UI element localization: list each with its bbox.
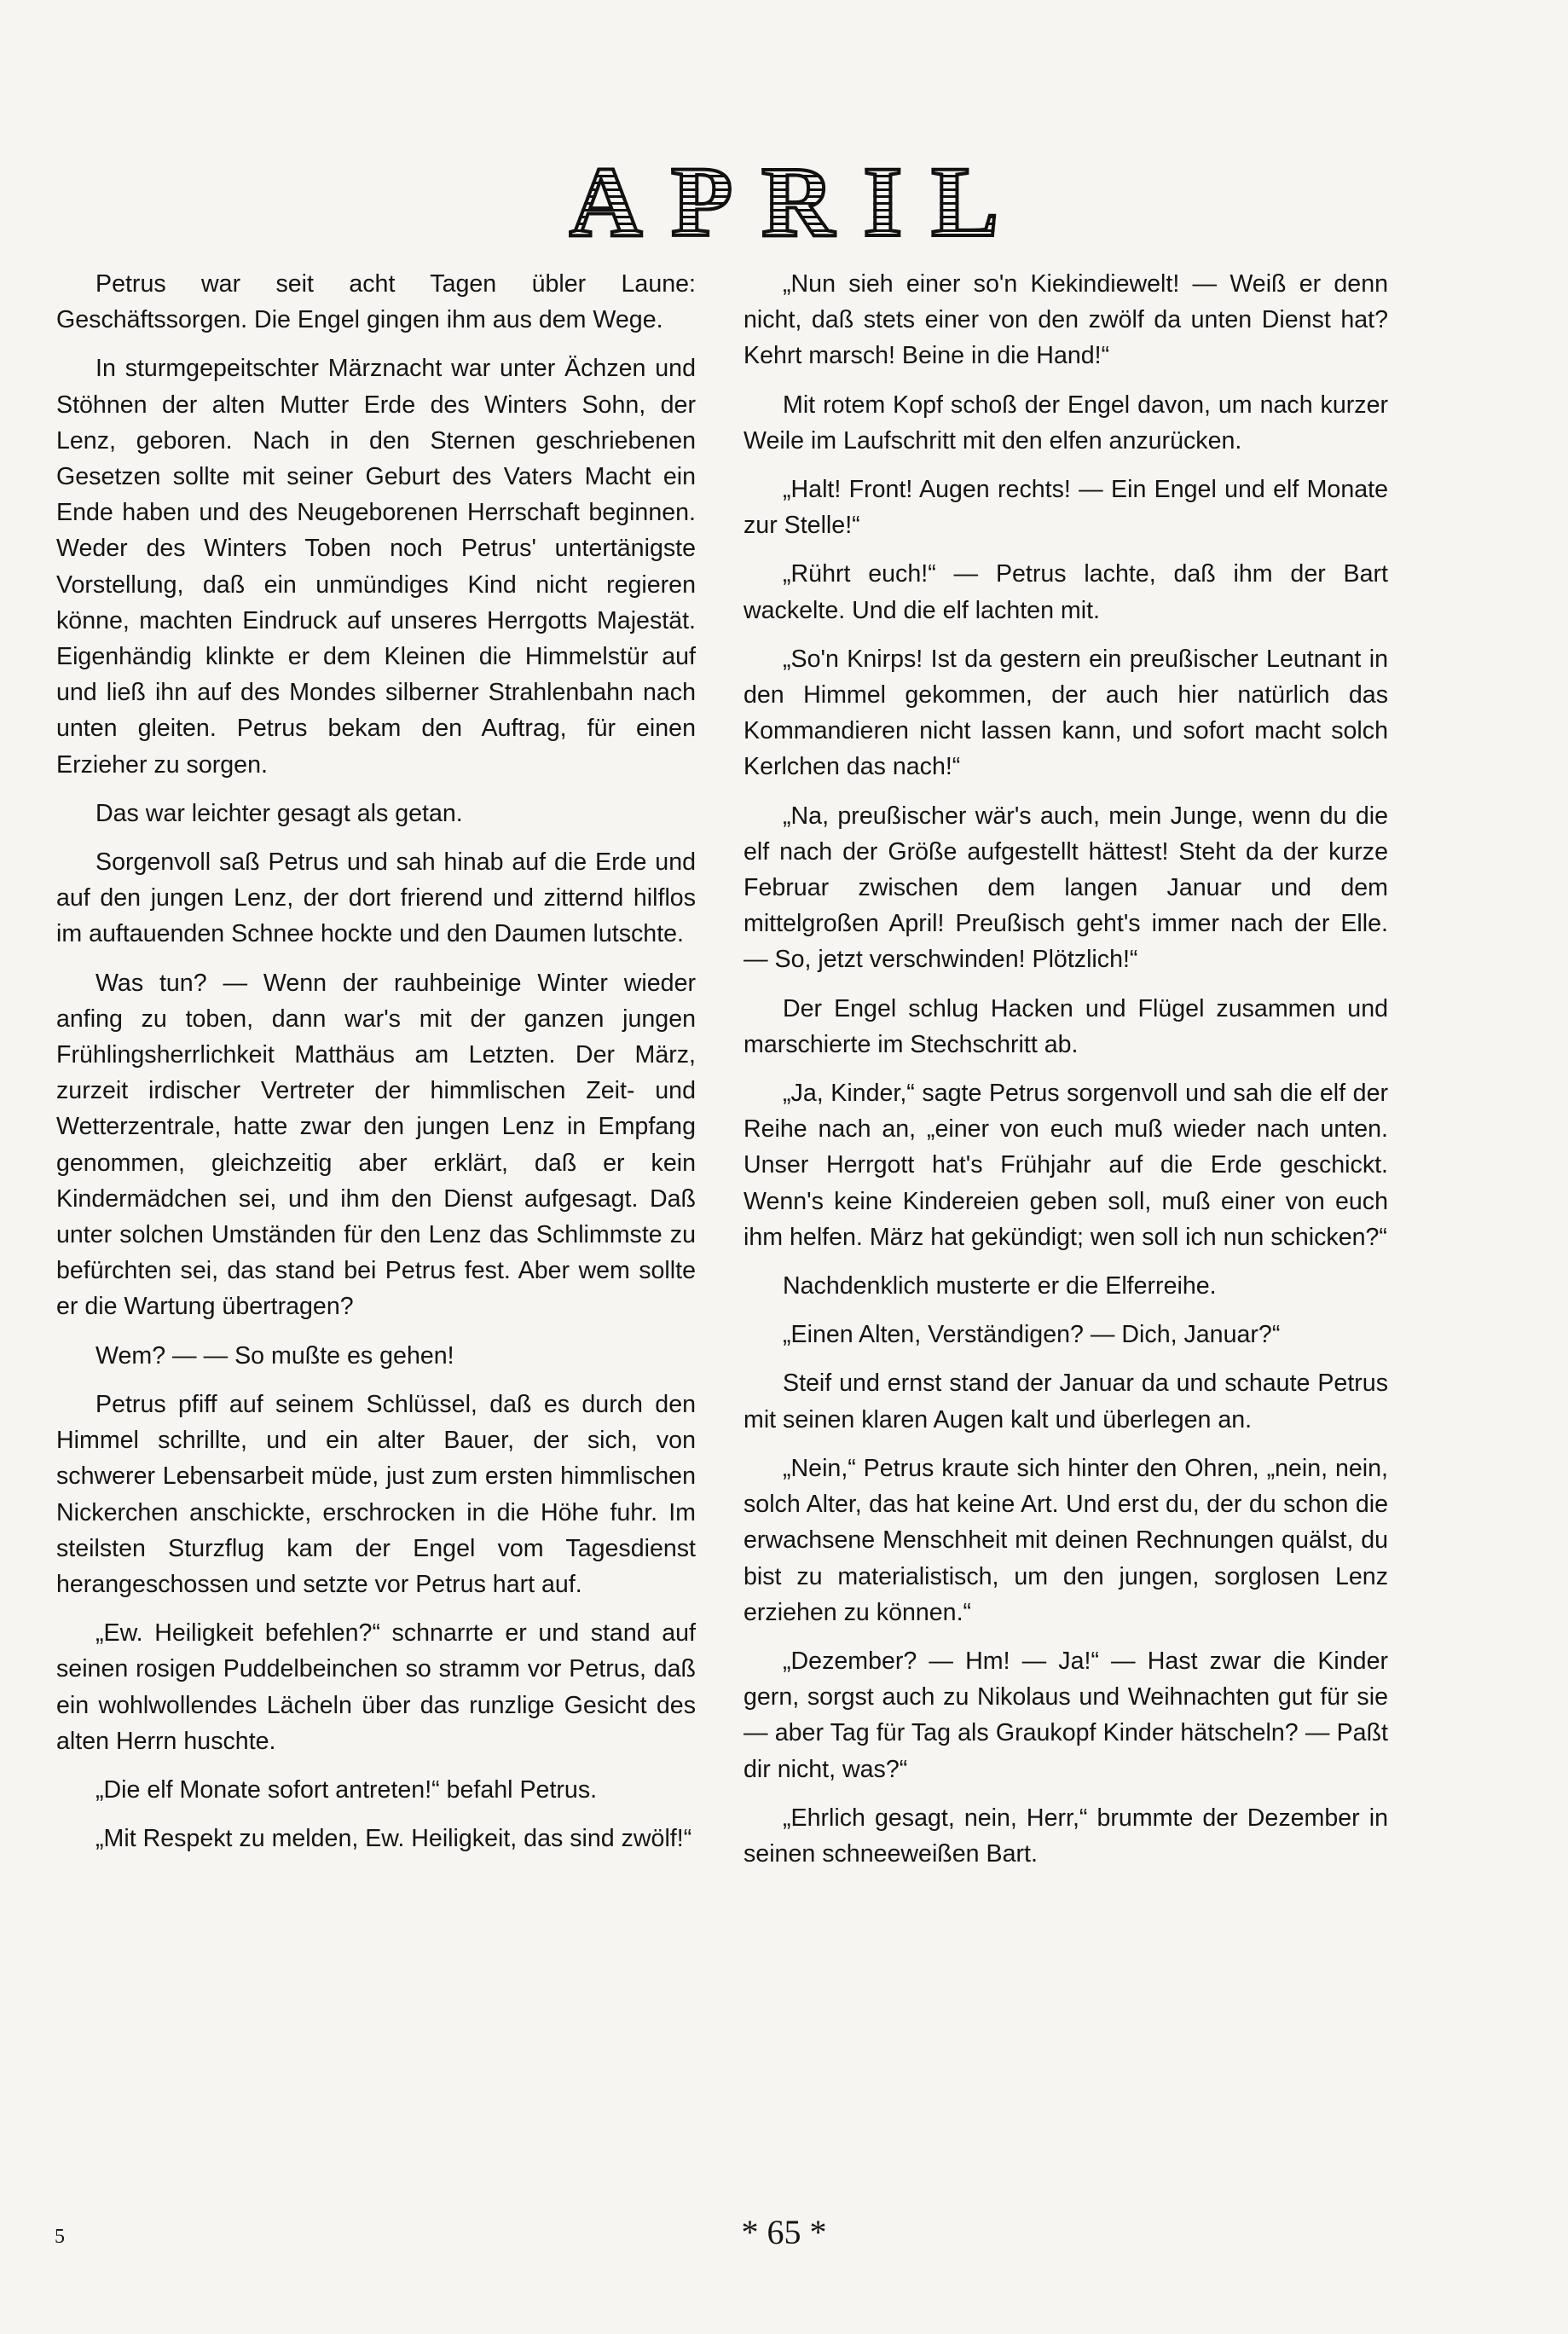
paragraph: Der Engel schlug Hacken und Flügel zusammen und marschierte im Stechschritt ab. <box>743 994 1388 1058</box>
paragraph: Wem? — — So mußte es gehen! <box>95 1341 454 1370</box>
paragraph: Das war leichter gesagt als getan. <box>95 799 463 827</box>
paragraph: Sorgenvoll saß Petrus und sah hinab auf die Erde und auf den jungen Lenz, der dort frierend und zitternd hilflos im auftauenden Schnee hockte und den Daumen lutschte. <box>56 848 696 948</box>
paragraph: Mit rotem Kopf schoß der Engel davon, um nach kurzer Weile im Laufschritt mit den elfen anzurücken. <box>743 391 1388 455</box>
paragraph: Steif und ernst stand der Januar da und schaute Petrus mit seinen klaren Augen kalt und überlegen an. <box>743 1370 1388 1433</box>
paragraph: „Die elf Monate sofort antreten!“ befahl Petrus. <box>95 1775 598 1804</box>
paragraph: „Nein,“ Petrus kraute sich hinter den Ohren, „nein, nein, solch Alter, das hat keine Art. Und erst du, der du schon die erwachsene Menschheit mit deinen Rechnungen quälst, du bist zu materialistisch, um den jungen, sorglosen Lenz erziehen zu können.“ <box>743 1454 1388 1626</box>
paragraph: „Halt! Front! Augen rechts! — Ein Engel und elf Monate zur Stelle!“ <box>743 476 1388 540</box>
left-column <box>56 266 696 1869</box>
paragraph: „Ew. Heiligkeit befehlen?“ schnarrte er und stand auf seinen rosigen Puddelbeinchen so stramm vor Petrus, daß ein wohlwollendes Lächeln über das runzlige Gesicht des alten Herrn huschte. <box>56 1619 696 1755</box>
right-column <box>743 266 1388 1885</box>
paragraph: „Nun sieh einer so'n Kiekindiewelt! — Weiß er denn nicht, daß stets einer von den zwölf da unten Dienst hat? Kehrt marsch! Beine in die Hand!“ <box>743 270 1388 370</box>
paragraph: „Rührt euch!“ — Petrus lachte, daß ihm der Bart wackelte. Und die elf lachten mit. <box>743 560 1388 624</box>
paragraph: Nachdenklich musterte er die Elferreihe. <box>783 1272 1217 1300</box>
paragraph: „Einen Alten, Verständigen? — Dich, Januar?“ <box>783 1321 1281 1349</box>
page-title: APRIL <box>0 152 1568 252</box>
paragraph: „So'n Knirps! Ist da gestern ein preußischer Leutnant in den Himmel gekommen, der auch hier natürlich das Kommandieren nicht lassen kann, und sofort macht solch Kerlchen das nach!“ <box>743 645 1388 781</box>
paragraph: „Dezember? — Hm! — Ja!“ — Hast zwar die Kinder gern, sorgst auch zu Nikolaus und Weihnachten gut für sie — aber Tag für Tag als Graukopf Kinder hätscheln? — Paßt dir nicht, was?“ <box>743 1647 1388 1783</box>
page-number: * 65 * <box>741 2213 827 2251</box>
paragraph: Petrus pfiff auf seinem Schlüssel, daß es durch den Himmel schrillte, und ein alter Bauer, der sich, von schwerer Lebensarbeit müde, just zum ersten himmlischen Nickerchen anschickte, erschrocken in die Höhe fuhr. Im steilsten Sturzflug kam der Engel vom Tagesdienst herangeschossen und setzte vor Petrus hart auf. <box>56 1390 696 1598</box>
paragraph: „Na, preußischer wär's auch, mein Junge, wenn du die elf nach der Größe aufgestellt hättest! Steht da der kurze Februar zwischen dem langen Januar und dem mittelgroßen April! Preußisch geht's immer nach der Elle. — So, jetzt verschwinden! Plötzlich!“ <box>743 802 1388 974</box>
signature-mark: 5 <box>55 2226 65 2248</box>
paragraph: „Ja, Kinder,“ sagte Petrus sorgenvoll und sah die elf der Reihe nach an, „einer von euch muß wieder nach unten. Unser Herrgott hat's Frühjahr auf die Erde geschickt. Wenn's keine Kindereien geben soll, muß einer von euch ihm helfen. März hat gekündigt; wen soll ich nun schicken?“ <box>743 1080 1388 1251</box>
paragraph: Petrus war seit acht Tagen übler Laune: Geschäftssorgen. Die Engel gingen ihm aus dem Wege. <box>56 270 696 334</box>
paragraph: „Mit Respekt zu melden, Ew. Heiligkeit, das sind zwölf!“ <box>95 1825 692 1853</box>
paragraph: Was tun? — Wenn der rauhbeinige Winter wieder anfing zu toben, dann war's mit der ganzen jungen Frühlingsherrlichkeit Matthäus am Letzten. Der März, zurzeit irdischer Vertreter der himmlischen Zeit- und Wetterzentrale, hatte zwar den jungen Lenz in Empfang genommen, gleichzeitig aber erklärt, daß er kein Kindermädchen sei, und ihm den Dienst aufgesagt. Daß unter solchen Umständen für den Lenz das Schlimmste zu befürchten sei, das stand bei Petrus fest. Aber wem sollte er die Wartung übertragen? <box>56 969 696 1321</box>
paragraph: „Ehrlich gesagt, nein, Herr,“ brummte der Dezember in seinen schneeweißen Bart. <box>743 1804 1388 1868</box>
paragraph: In sturmgepeitschter Märznacht war unter Ächzen und Stöhnen der alten Mutter Erde des Winters Sohn, der Lenz, geboren. Nach in den Sternen geschriebenen Gesetzen sollte mit seiner Geburt des Vaters Macht ein Ende haben und des Neugeborenen Herrschaft beginnen. Weder des Winters Toben noch Petrus' untertänigste Vorstellung, daß ein unmündiges Kind nicht regieren könne, machten Eindruck auf unseres Herrgotts Majestät. Eigenhändig klinkte er dem Kleinen die Himmelstür auf und ließ ihn auf des Mondes silberner Strahlenbahn nach unten gleiten. Petrus bekam den Auftrag, für einen Erzieher zu sorgen. <box>56 355 696 779</box>
